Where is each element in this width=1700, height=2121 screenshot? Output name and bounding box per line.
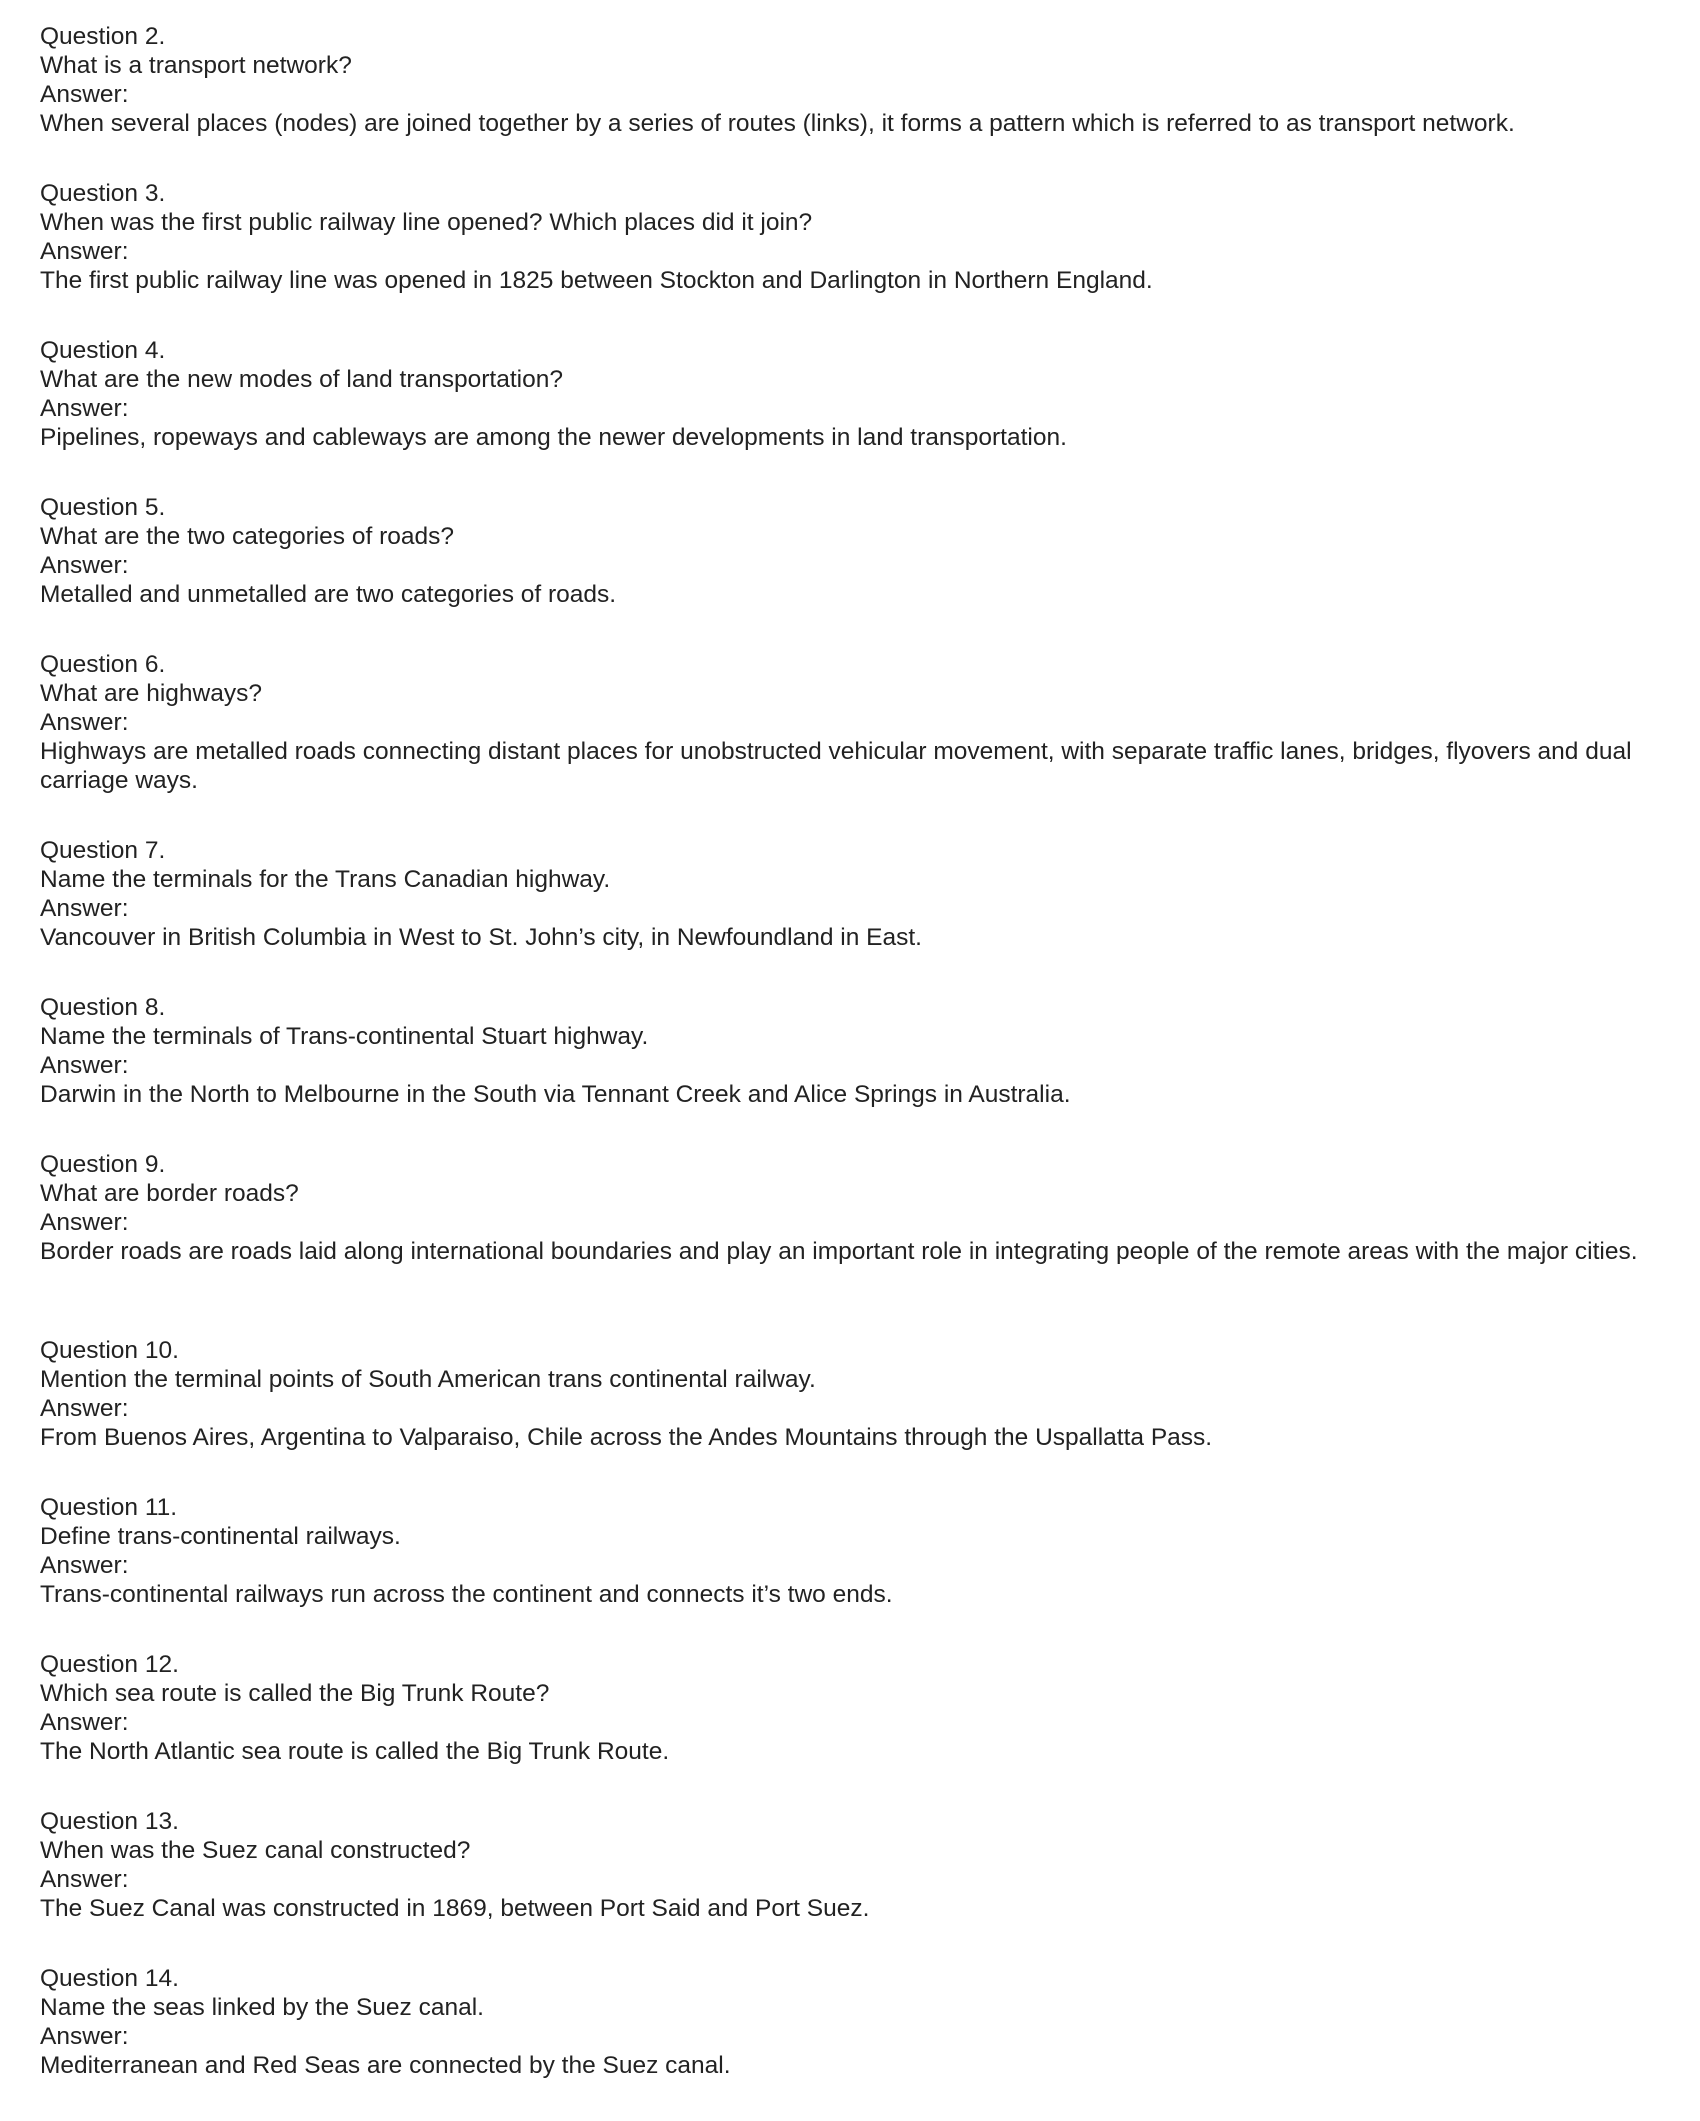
question-number: Question 10. bbox=[40, 1337, 179, 1364]
qa-item-10 bbox=[40, 1336, 1640, 1493]
qa-item-6 bbox=[40, 650, 1640, 836]
answer-text: Metalled and unmetalled are two categories of roads. bbox=[40, 581, 617, 608]
qa-item-4 bbox=[40, 336, 1640, 493]
question-number: Question 2. bbox=[40, 23, 166, 50]
answer-text: The Suez Canal was constructed in 1869, between Port Said and Port Suez. bbox=[40, 1895, 870, 1922]
question-text: When was the first public railway line opened? Which places did it join? bbox=[40, 209, 813, 236]
qa-item-8 bbox=[40, 993, 1640, 1150]
answer-text: The first public railway line was opened in 1825 between Stockton and Darlington in Northern England. bbox=[40, 267, 1153, 294]
qa-item-13 bbox=[40, 1807, 1640, 1964]
question-text: Which sea route is called the Big Trunk Route? bbox=[40, 1680, 550, 1707]
question-number: Question 9. bbox=[40, 1151, 166, 1178]
answer-label: Answer: bbox=[40, 395, 129, 422]
question-text: Mention the terminal points of South American trans continental railway. bbox=[40, 1366, 816, 1393]
answer-text: When several places (nodes) are joined together by a series of routes (links), it forms a pattern which is referred to as transport network. bbox=[40, 110, 1515, 137]
qa-item-14 bbox=[40, 1964, 1640, 2121]
qa-item-9 bbox=[40, 1150, 1640, 1336]
answer-text: The North Atlantic sea route is called the Big Trunk Route. bbox=[40, 1738, 670, 1765]
qa-item-11 bbox=[40, 1493, 1640, 1650]
question-text: Name the seas linked by the Suez canal. bbox=[40, 1994, 484, 2021]
question-number: Question 8. bbox=[40, 994, 166, 1021]
answer-label: Answer: bbox=[40, 552, 129, 579]
answer-text: Trans-continental railways run across the continent and connects it’s two ends. bbox=[40, 1581, 893, 1608]
question-number: Question 3. bbox=[40, 180, 166, 207]
question-number: Question 4. bbox=[40, 337, 166, 364]
question-text: What are border roads? bbox=[40, 1180, 299, 1207]
qa-item-2 bbox=[40, 22, 1640, 179]
question-number: Question 12. bbox=[40, 1651, 179, 1678]
answer-label: Answer: bbox=[40, 1052, 129, 1079]
answer-label: Answer: bbox=[40, 1709, 129, 1736]
question-text: What are highways? bbox=[40, 680, 262, 707]
answer-label: Answer: bbox=[40, 238, 129, 265]
qa-item-3 bbox=[40, 179, 1640, 336]
question-text: What are the new modes of land transportation? bbox=[40, 366, 563, 393]
question-number: Question 11. bbox=[40, 1494, 178, 1521]
answer-label: Answer: bbox=[40, 1552, 129, 1579]
answer-text: Vancouver in British Columbia in West to St. John’s city, in Newfoundland in East. bbox=[40, 924, 922, 951]
qa-document bbox=[40, 22, 1640, 2121]
answer-text: Border roads are roads laid along international boundaries and play an important role in integrating people of the remote areas with the major cities. bbox=[40, 1238, 1638, 1265]
qa-item-7 bbox=[40, 836, 1640, 993]
qa-item-12 bbox=[40, 1650, 1640, 1807]
answer-text: Highways are metalled roads connecting distant places for unobstructed vehicular movement, with separate traffic lanes, bridges, flyovers and dual carriage ways. bbox=[40, 738, 1632, 794]
answer-label: Answer: bbox=[40, 2023, 129, 2050]
question-number: Question 5. bbox=[40, 494, 166, 521]
answer-text: Pipelines, ropeways and cableways are among the newer developments in land transportation. bbox=[40, 424, 1067, 451]
answer-text: From Buenos Aires, Argentina to Valparaiso, Chile across the Andes Mountains through the Uspallatta Pass. bbox=[40, 1424, 1213, 1451]
question-number: Question 14. bbox=[40, 1965, 179, 1992]
question-text: When was the Suez canal constructed? bbox=[40, 1837, 471, 1864]
answer-text: Darwin in the North to Melbourne in the South via Tennant Creek and Alice Springs in Australia. bbox=[40, 1081, 1071, 1108]
answer-label: Answer: bbox=[40, 81, 129, 108]
answer-label: Answer: bbox=[40, 709, 129, 736]
answer-label: Answer: bbox=[40, 1209, 129, 1236]
question-text: What are the two categories of roads? bbox=[40, 523, 454, 550]
question-number: Question 6. bbox=[40, 651, 166, 678]
answer-label: Answer: bbox=[40, 1866, 129, 1893]
answer-label: Answer: bbox=[40, 1395, 129, 1422]
question-text: Name the terminals of Trans-continental Stuart highway. bbox=[40, 1023, 649, 1050]
question-text: Name the terminals for the Trans Canadian highway. bbox=[40, 866, 611, 893]
answer-label: Answer: bbox=[40, 895, 129, 922]
qa-item-5 bbox=[40, 493, 1640, 650]
question-text: Define trans-continental railways. bbox=[40, 1523, 401, 1550]
question-number: Question 7. bbox=[40, 837, 166, 864]
question-text: What is a transport network? bbox=[40, 52, 352, 79]
answer-text: Mediterranean and Red Seas are connected by the Suez canal. bbox=[40, 2052, 731, 2079]
question-number: Question 13. bbox=[40, 1808, 179, 1835]
